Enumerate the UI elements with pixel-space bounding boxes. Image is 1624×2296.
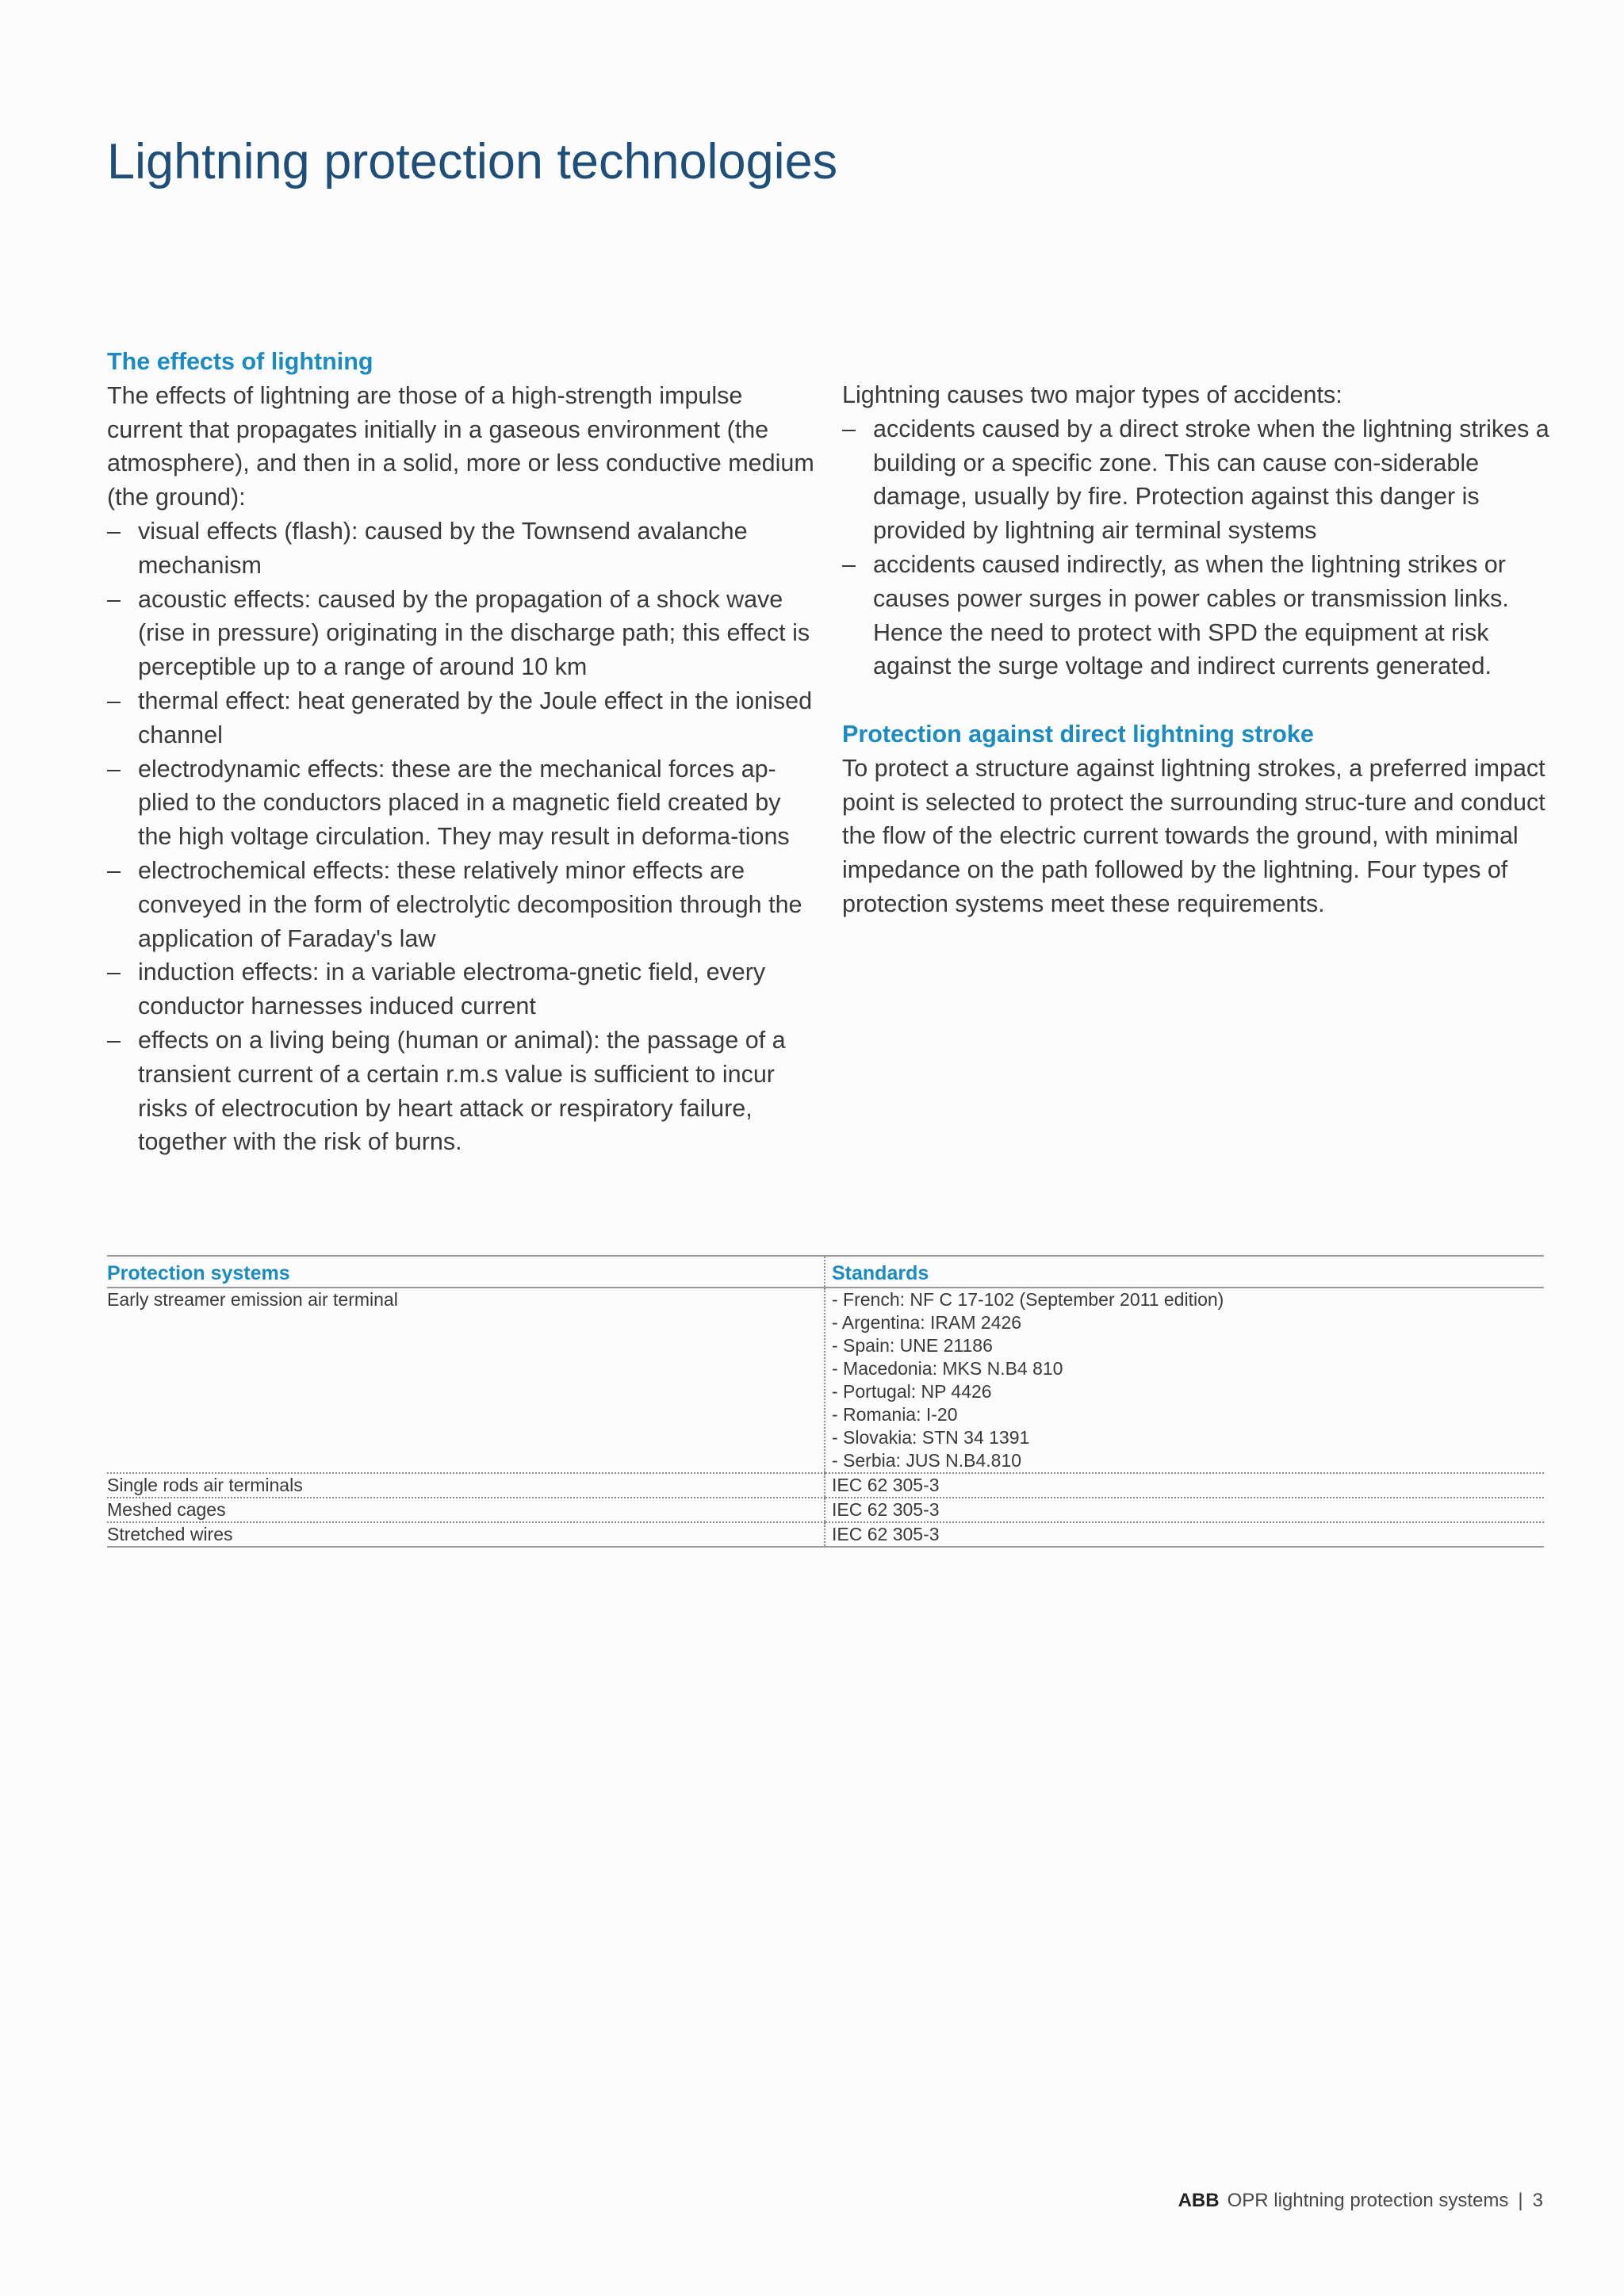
list-item: – thermal effect: heat generated by the Joule effect in the ionised channel [107,684,821,752]
bullet-dash: – [107,959,121,986]
page-footer [1178,2190,1543,2212]
column-header-standards: Standards [825,1256,1544,1288]
bullet-dash: – [842,550,856,578]
table-header-row [107,1256,1544,1288]
list-item: – visual effects (flash): caused by the Townsend avalanche mechanism [107,515,821,583]
system-cell: Meshed cages [107,1498,825,1522]
system-cell: Stretched wires [107,1522,825,1547]
right-column [842,378,1556,921]
standard-item: - Romania: I-20 [832,1404,958,1425]
standard-item: - Argentina: IRAM 2426 [832,1312,1022,1333]
standard-item: - French: NF C 17-102 (September 2011 edition) [832,1289,1224,1310]
standards-table [107,1255,1544,1548]
spacer [842,683,1556,718]
bullet-dash: – [107,1026,121,1054]
bullet-dash: – [107,585,121,613]
standard-item: - Portugal: NP 4426 [832,1381,992,1402]
page-title: Lightning protection technologies [107,134,838,189]
bullet-dash: – [107,755,121,783]
system-cell: Single rods air terminals [107,1473,825,1498]
standard-item: - Macedonia: MKS N.B4 810 [832,1358,1063,1379]
footer-separator: | [1518,2190,1523,2211]
table-row [107,1288,1544,1473]
table-row [107,1498,1544,1522]
list-item: – electrochemical effects: these relatively minor effects are conveyed in the form of electrolytic decomposition through the application of Faraday's law [107,854,821,955]
standard-item: - Slovakia: STN 34 1391 [832,1427,1030,1448]
effects-intro: The effects of lightning are those of a high-strength impulse current that propagates initially in a gaseous environment (the atmosphere), and then in a solid, more or less conductive medium (the ground): [107,381,814,511]
column-header-protection-systems: Protection systems [107,1256,825,1288]
left-column [107,345,821,1159]
table-row [107,1522,1544,1547]
standard-item: - Serbia: JUS N.B4.810 [832,1450,1022,1471]
page-number: 3 [1532,2190,1543,2211]
bullet-dash: – [107,517,121,545]
brand-name: ABB [1178,2190,1220,2211]
section-heading-effects: The effects of lightning [107,348,373,375]
effects-list [107,515,821,1159]
accidents-intro: Lightning causes two major types of accidents: [842,381,1342,408]
standards-cell: IEC 62 305-3 [825,1498,1544,1522]
direct-stroke-paragraph: To protect a structure against lightning strokes, a preferred impact point is selected to protect the surrounding struc-ture and conduct the flow of the electric current towards the ground, with minimal impedance on the path followed by the lightning. Four types of protection systems meet these requirements. [842,754,1545,917]
standards-cell: IEC 62 305-3 [825,1522,1544,1547]
list-item: – acoustic effects: caused by the propagation of a shock wave (rise in pressure) originating in the discharge path; this effect is perceptible up to a range of around 10 km [107,583,821,684]
system-cell: Early streamer emission air terminal [107,1288,825,1473]
list-item: – electrodynamic effects: these are the mechanical forces ap-plied to the conductors placed in a magnetic field created by the high voltage circulation. They may result in deforma-tions [107,752,821,854]
bullet-dash: – [107,856,121,884]
list-item: – effects on a living being (human or animal): the passage of a transient current of a certain r.m.s value is sufficient to incur risks of electrocution by heart attack or respiratory failure, together with the risk of burns. [107,1024,821,1159]
standard-item: - Spain: UNE 21186 [832,1335,993,1356]
list-item: – accidents caused by a direct stroke when the lightning strikes a building or a specific zone. This can cause con-siderable damage, usually by fire. Protection against this danger is provided by lightning air terminal systems [842,412,1556,548]
list-item: – induction effects: in a variable electroma-gnetic field, every conductor harnesses induced current [107,955,821,1024]
bullet-dash: – [107,687,121,714]
footer-text: OPR lightning protection systems [1227,2190,1509,2211]
section-heading-direct-stroke: Protection against direct lightning stroke [842,720,1314,748]
standards-cell [825,1288,1544,1473]
accidents-list [842,412,1556,683]
standards-list [832,1288,1544,1472]
list-item: – accidents caused indirectly, as when the lightning strikes or causes power surges in power cables or transmission links. Hence the need to protect with SPD the equipment at risk against the surge voltage and indirect currents generated. [842,548,1556,683]
bullet-dash: – [842,415,856,442]
standards-cell: IEC 62 305-3 [825,1473,1544,1498]
table-row [107,1473,1544,1498]
